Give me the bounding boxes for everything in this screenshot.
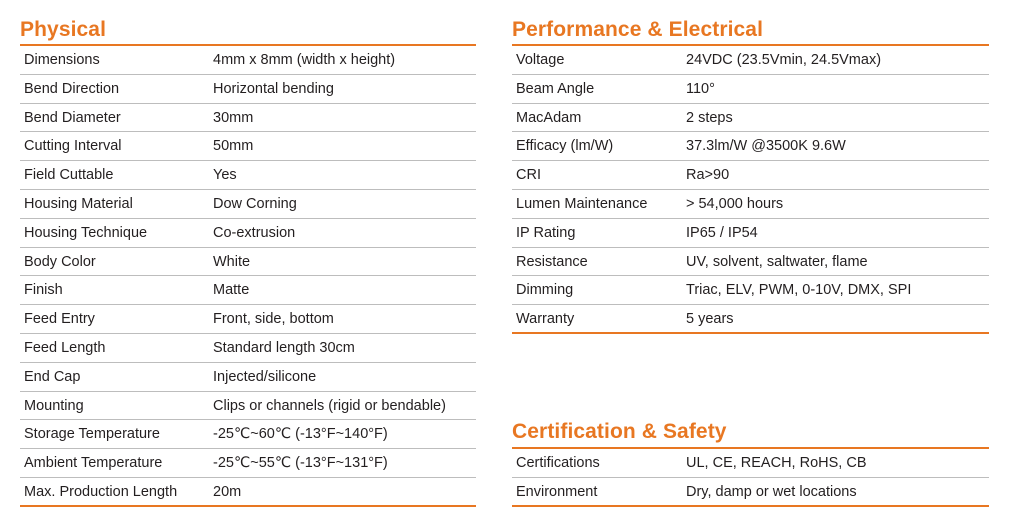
row-value: Matte [213,282,250,299]
table-row [512,190,989,219]
row-label: Field Cuttable [24,167,114,184]
table-row [20,132,476,161]
table-row [20,334,476,363]
row-label: Housing Technique [24,224,148,241]
row-value: Ra>90 [686,167,730,184]
row-label: Certifications [516,455,600,471]
row-value: Yes [213,167,237,184]
table-row [20,363,476,392]
row-label: Voltage [516,52,565,68]
row-value: -25℃~55℃ (-13°F~131°F) [213,455,388,472]
row-label: Environment [516,483,598,500]
row-value: Triac, ELV, PWM, 0-10V, DMX, SPI [686,282,912,299]
table-row [512,132,989,161]
row-value: 5 years [686,311,734,328]
row-value: 2 steps [686,109,733,126]
row-value: 30mm [213,109,254,126]
table-row [20,75,476,104]
performance-title: Performance & Electrical [512,18,764,41]
table-row [512,46,989,75]
table-row [512,219,989,248]
row-label: End Cap [24,368,81,385]
row-value: Front, side, bottom [213,311,334,328]
table-row [20,190,476,219]
row-value: -25℃~60℃ (-13°F~140°F) [213,426,388,443]
row-value: IP65 / IP54 [686,224,758,241]
row-label: Bend Diameter [24,109,121,126]
row-label: Resistance [516,253,588,270]
row-value: Clips or channels (rigid or bendable) [213,397,446,414]
row-label: CRI [516,167,541,184]
row-label: IP Rating [516,224,576,241]
row-label: MacAdam [516,109,582,126]
row-value: Dry, damp or wet locations [686,483,857,500]
table-row [20,276,476,305]
table-row [20,248,476,277]
row-label: Dimensions [24,52,100,68]
row-label: Bend Direction [24,80,120,97]
row-value: 20m [213,483,242,500]
table-row [512,104,989,133]
row-label: Mounting [24,397,84,414]
table-row [512,305,989,334]
row-value: UL, CE, REACH, RoHS, CB [686,455,867,471]
row-value: Co-extrusion [213,224,296,241]
row-label: Storage Temperature [24,426,160,443]
row-label: Feed Length [24,339,106,356]
row-label: Beam Angle [516,80,595,97]
row-value: Horizontal bending [213,80,334,97]
row-label: Housing Material [24,195,133,212]
table-row [512,276,989,305]
row-label: Warranty [516,311,575,328]
row-label: Lumen Maintenance [516,195,648,212]
table-row [20,420,476,449]
row-label: Dimming [516,282,574,299]
row-label: Cutting Interval [24,138,122,155]
table-row [20,46,476,75]
table-row [512,75,989,104]
row-value: 24VDC (23.5Vmin, 24.5Vmax) [686,52,882,68]
table-row [20,392,476,421]
row-value: 110° [686,80,715,97]
row-value: Standard length 30cm [213,339,355,356]
table-row [20,449,476,478]
table-row [20,161,476,190]
row-label: Body Color [24,253,96,270]
row-value: 37.3lm/W @3500K 9.6W [686,138,846,155]
performance-table [512,46,989,334]
table-row [512,449,989,478]
row-value: Injected/silicone [213,368,317,385]
table-row [512,161,989,190]
table-row [512,478,989,507]
physical-table [20,46,476,507]
row-label: Efficacy (lm/W) [516,138,614,155]
table-row [20,219,476,248]
row-value: Dow Corning [213,195,297,212]
row-value: UV, solvent, saltwater, flame [686,253,868,270]
row-value: 4mm x 8mm (width x height) [213,52,396,68]
row-value: > 54,000 hours [686,195,784,212]
row-label: Max. Production Length [24,483,178,500]
table-row [20,305,476,334]
row-value: White [213,253,251,270]
row-value: 50mm [213,138,254,155]
physical-title: Physical [20,18,107,41]
row-label: Ambient Temperature [24,455,163,472]
table-row [20,104,476,133]
table-row [512,248,989,277]
row-label: Finish [24,282,63,299]
certification-table [512,449,989,507]
row-label: Feed Entry [24,311,95,328]
table-row [20,478,476,507]
certification-title: Certification & Safety [512,420,727,443]
